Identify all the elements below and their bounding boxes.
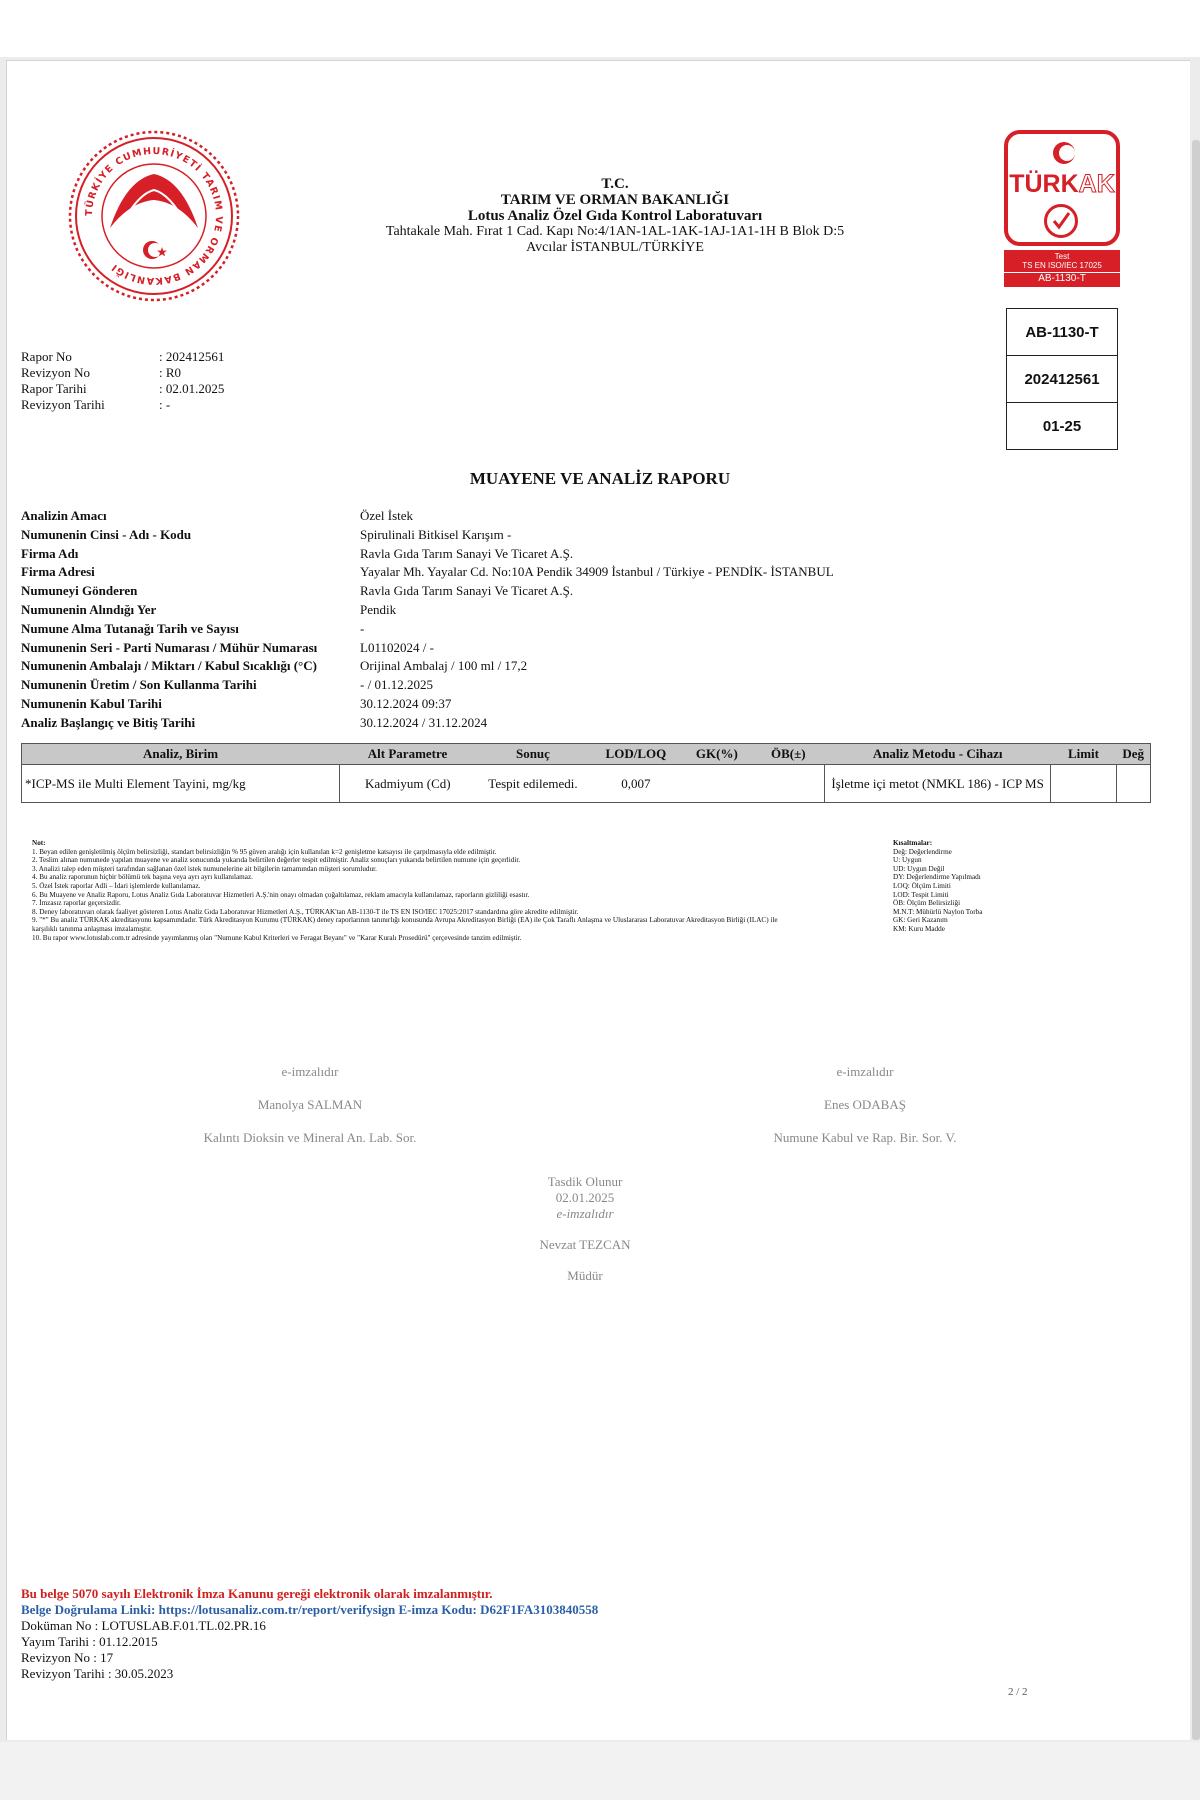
svg-text:TÜRKİYE CUMHURİYETİ TARIM VE O (84, 146, 224, 286)
abbreviation-item: LOQ: Ölçüm Limiti (893, 881, 951, 890)
crescent-icon (1053, 142, 1075, 164)
note-item: 7. İmzasız raporlar geçersizdir. (32, 899, 121, 908)
column-header: LOD/LOQ (590, 744, 682, 765)
esign-label: e-imzalıdır (281, 1064, 339, 1079)
header-city: Avcılar İSTANBUL/TÜRKİYE (526, 240, 704, 255)
table-cell: Kadmiyum (Cd) (339, 765, 476, 803)
column-header: Değ (1116, 744, 1150, 765)
meta-value: : R0 (159, 365, 182, 380)
note-item: 9. "*" Bu analiz TÜRKAK akreditasyonu kapsamındadır. Türk Akreditasyon Kurumu (TÜRKAK) deney raporlarının tanınırlığı konusunda Avrupa Akreditasyon Birliği (EA) ile Çok Taraflı Anlaşma ve Uluslararası Laboratuvar Akreditasyon Birliği (ILAC) ile karşılıklı tanınma anlaşması imzalamıştır. (32, 916, 778, 933)
abbreviation-item: U: Uygun (893, 856, 922, 865)
esign-label: e-imzalıdır (836, 1064, 894, 1079)
table-cell (1051, 765, 1117, 803)
esign-legal-notice: Bu belge 5070 sayılı Elektronik İmza Kanunu gereği elektronik olarak imzalanmıştır. (21, 1586, 493, 1601)
table-cell (682, 765, 752, 803)
table-cell: 0,007 (590, 765, 682, 803)
abbreviations-section (893, 839, 1093, 934)
info-label: Analiz Başlangıç ve Bitiş Tarihi (21, 714, 196, 730)
revision-date: Revizyon Tarihi : 30.05.2023 (21, 1666, 174, 1681)
info-value: Pendik (360, 601, 397, 617)
note-item: 10. Bu rapor www.lotuslab.com.tr adresinde yayımlanmış olan "Numune Kabul Kriterleri ve Feragat Beyanı" ve "Karar Kuralı Prosedürü" çerçevesinde tanzim edilmiştir. (32, 933, 522, 942)
info-value: Ravla Gıda Tarım Sanayi Ve Ticaret A.Ş. (360, 583, 574, 599)
abbreviation-item: KM: Kuru Madde (893, 924, 945, 933)
note-item: 1. Beyan edilen genişletilmiş ölçüm belirsizliği, standart belirsizliğin % 95 güven aralığı için kullanılan k=2 genişletme katsayısı ile çarpılmasıyla elde edilmiştir. (32, 847, 497, 856)
turkak-brand-ak: AK (1078, 170, 1115, 198)
info-label: Numune Alma Tutanağı Tarih ve Sayısı (21, 620, 239, 636)
info-value: 30.12.2024 09:37 (360, 695, 452, 711)
turkak-code: AB-1130-T (1004, 272, 1120, 285)
document-header (300, 176, 930, 256)
signature-left (150, 1064, 470, 1163)
approval-esign: e-imzalıdır (556, 1206, 614, 1221)
accreditation-box (1006, 308, 1118, 450)
accreditation-number: AB-1130-T (1007, 309, 1117, 356)
revision-number: Revizyon No : 17 (21, 1650, 114, 1665)
abbreviation-item: LOD: Tespit Limiti (893, 890, 949, 899)
info-label: Numunenin Seri - Parti Numarası / Mühür Numarası (21, 639, 318, 655)
table-cell: Tespit edilemedi. (476, 765, 590, 803)
info-value: Ravla Gıda Tarım Sanayi Ve Ticaret A.Ş. (360, 545, 574, 561)
viewer-background (0, 1742, 1200, 1800)
accreditation-period: 01-25 (1042, 418, 1082, 435)
info-label: Numuneyi Gönderen (21, 583, 138, 599)
turkak-standard: TS EN ISO/IEC 17025 (1022, 261, 1102, 270)
table-header-row (22, 744, 1151, 765)
header-tc: T.C. (601, 176, 629, 192)
table-cell (1116, 765, 1150, 803)
column-header: Sonuç (476, 744, 590, 765)
publish-date: Yayım Tarihi : 01.12.2015 (21, 1634, 158, 1649)
signer-name: Enes ODABAŞ (824, 1097, 906, 1112)
scrollbar[interactable] (1192, 140, 1200, 1740)
abbreviation-item: UD: Uygun Değil (893, 864, 945, 873)
column-header: Analiz Metodu - Cihazı (825, 744, 1051, 765)
column-header: GK(%) (682, 744, 752, 765)
approval-label: Tasdik Olunur (547, 1174, 623, 1189)
report-meta (21, 349, 224, 413)
abbreviations-title: Kısaltmalar: (893, 839, 933, 847)
note-item: 4. Bu analiz raporunun hiçbir bölümü tek başına veya ayrı ayrı kullanılamaz. (32, 873, 253, 882)
column-header: Analiz, Birim (22, 744, 340, 765)
signer-role: Numune Kabul ve Rap. Bir. Sor. V. (773, 1130, 957, 1145)
signature-right (715, 1064, 1015, 1163)
seal-ring-text: TÜRKİYE CUMHURİYETİ TARIM VE ORMAN BAKANLIĞI (83, 145, 225, 287)
abbreviation-item: DY: Değerlendirme Yapılmadı (893, 873, 981, 882)
info-value: Yayalar Mh. Yayalar Cd. No:10A Pendik 34909 İstanbul / Türkiye - PENDİK- İSTANBUL (360, 564, 834, 580)
notes-title: Not: (32, 839, 46, 847)
check-icon (1044, 204, 1078, 238)
turkak-test-label: Test (1054, 252, 1070, 261)
info-label: Firma Adresi (21, 564, 95, 580)
info-value: Özel İstek (360, 508, 414, 523)
info-value: - (360, 620, 365, 636)
signer-role: Kalıntı Dioksin ve Mineral An. Lab. Sor. (203, 1130, 417, 1145)
info-label: Numunenin Alındığı Yer (21, 601, 157, 617)
accreditation-report-number: 202412561 (1007, 356, 1117, 403)
approver-role: Müdür (567, 1268, 603, 1283)
info-value: 30.12.2024 / 31.12.2024 (360, 714, 488, 730)
header-address: Tahtakale Mah. Fırat 1 Cad. Kapı No:4/1AN-1AL-1AK-1AJ-1A1-1H B Blok D:5 (385, 224, 845, 239)
page-number: 2 / 2 (1008, 1686, 1028, 1698)
note-item: 2. Teslim alınan numunede yapılan muayene ve analiz sonucunda yukarıda belirtilen değerler tespit edilmiştir. Analiz sonuçları yukarıda belirtilen numune için geçerlidir. (32, 856, 521, 865)
note-item: 6. Bu Muayene ve Analiz Raporu, Lotus Analiz Gıda Laboratuvar Hizmetleri A.Ş.'nin onayı olmadan çoğaltılamaz, reklam amacıyla kullanılamaz, raporların gizliliği esastır. (32, 890, 530, 899)
notes-section (32, 839, 802, 942)
note-item: 3. Analizi talep eden müşteri tarafından sağlanan özel istek numunelerine ait bilgilerin tamamından müşteri sorumludur. (32, 864, 377, 873)
table-cell: *ICP-MS ile Multi Element Tayini, mg/kg (22, 765, 340, 803)
info-value: Spirulinali Bitkisel Karışım - (360, 526, 512, 542)
turkak-brand-main: TÜRK (1009, 170, 1079, 198)
meta-value: : 02.01.2025 (159, 381, 225, 396)
info-value: - / 01.12.2025 (360, 677, 433, 693)
abbreviation-item: ÖB: Ölçüm Belirsizliği (893, 899, 961, 908)
abbreviation-item: M.N.T: Mühürlü Naylon Torba (893, 907, 983, 916)
table-cell: İşletme içi metot (NMKL 186) - ICP MS (825, 765, 1051, 803)
column-header: Alt Parametre (339, 744, 476, 765)
approver-name: Nevzat TEZCAN (539, 1237, 631, 1252)
abbreviation-item: GK: Geri Kazanım (893, 916, 948, 925)
header-lab-name: Lotus Analiz Özel Gıda Kontrol Laboratuvarı (467, 208, 763, 224)
meta-value: : 202412561 (159, 349, 225, 364)
info-label: Numunenin Kabul Tarihi (21, 695, 162, 711)
note-item: 5. Özel İstek raporlar Adli – İdari işlemlerde kullanılamaz. (32, 881, 201, 890)
abbreviation-item: Değ: Değerlendirme (893, 847, 952, 856)
info-value: Orijinal Ambalaj / 100 ml / 17,2 (360, 658, 528, 674)
signer-name: Manolya SALMAN (257, 1097, 363, 1112)
note-item: 8. Deney laboratuvarı olarak faaliyet gösteren Lotus Analiz Gıda Laboratuvar Hizmetleri A.Ş., TÜRKAK'tan AB-1130-T ile TS EN ISO/IEC 17025:2017 standardına göre akredite edilmiştir. (32, 907, 579, 916)
turkak-accreditation-logo (1004, 130, 1120, 296)
document-footer (21, 1586, 598, 1682)
approval-date: 02.01.2025 (555, 1190, 615, 1205)
ministry-seal-logo (66, 128, 242, 304)
info-label: Firma Adı (21, 545, 79, 561)
results-table (21, 743, 1151, 803)
column-header: Limit (1051, 744, 1117, 765)
document-number: Doküman No : LOTUSLAB.F.01.TL.02.PR.16 (21, 1618, 266, 1633)
info-label: Numunenin Üretim / Son Kullanma Tarihi (21, 677, 257, 693)
report-title: MUAYENE VE ANALİZ RAPORU (469, 469, 731, 488)
meta-label: Revizyon No (21, 365, 90, 380)
info-label: Numunenin Cinsi - Adı - Kodu (21, 526, 192, 542)
sample-info (21, 507, 834, 733)
meta-label: Rapor No (21, 349, 72, 364)
meta-label: Rapor Tarihi (21, 381, 87, 396)
verification-link[interactable]: Belge Doğrulama Linki: https://lotusanaliz.com.tr/report/verifysign E-imza Kodu: D62F1FA3103840558 (21, 1602, 599, 1617)
meta-value: : - (159, 397, 171, 412)
info-label: Analizin Amacı (21, 508, 107, 523)
meta-label: Revizyon Tarihi (21, 397, 105, 412)
approval-block (445, 1174, 725, 1284)
table-row (22, 765, 1151, 803)
column-header: ÖB(±) (752, 744, 825, 765)
info-value: L01102024 / - (360, 639, 434, 655)
table-cell (752, 765, 825, 803)
info-label: Numunenin Ambalajı / Miktarı / Kabul Sıcaklığı (°C) (21, 658, 317, 674)
header-ministry: TARIM VE ORMAN BAKANLIĞI (500, 192, 730, 208)
